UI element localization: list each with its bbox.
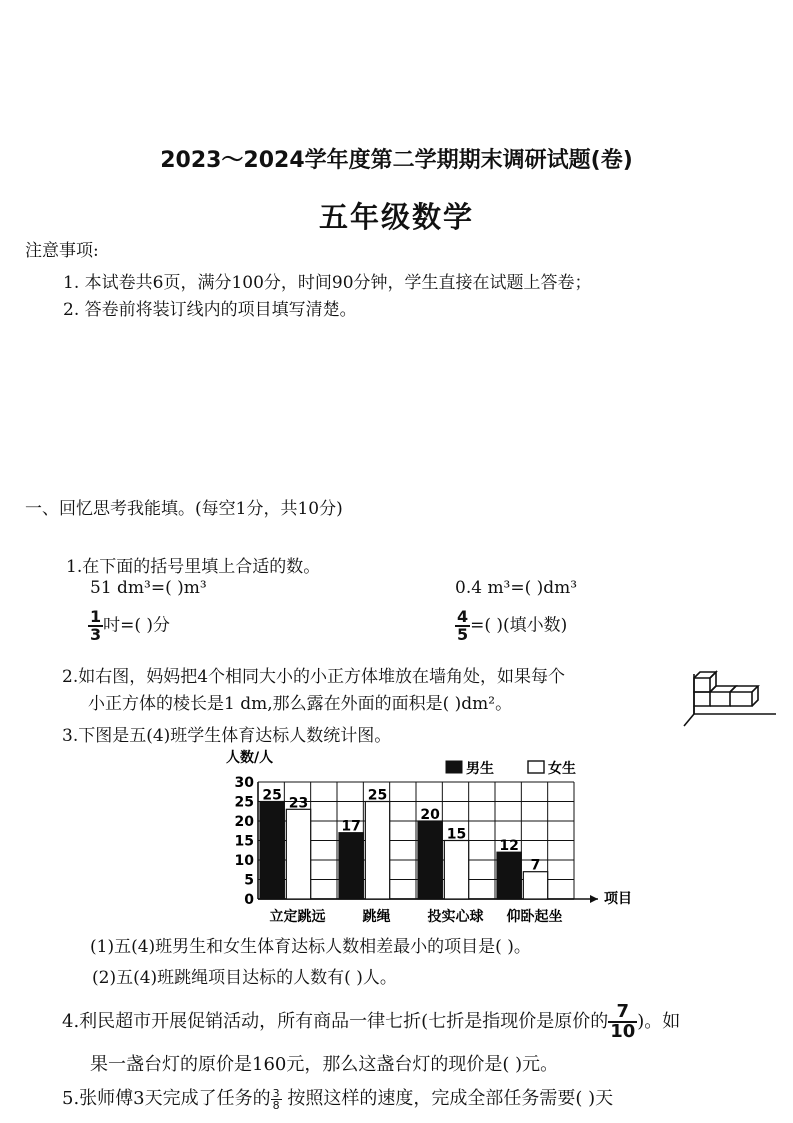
fraction-3-8: $\frac{3}{8}$ [272,1086,280,1112]
legend-label-male: 男生 [466,761,494,777]
notice-item-1: 1. 本试卷共6页，满分100分，时间90分钟，学生直接在试题上答卷； [63,273,592,293]
legend-label-female: 女生 [548,761,576,777]
q3-text: 3.下图是五(4)班学生体育达标人数统计图。 [62,726,392,746]
x-axis-arrow [590,895,598,903]
legend-swatch-female [528,761,544,773]
category-label: 立定跳远 [269,909,326,925]
q1-text: 1.在下面的括号里填上合适的数。 [66,557,321,577]
y-tick-label: 30 [234,775,254,791]
x-axis-label: 项目 [604,891,632,907]
q2-line-2: 小正方体的棱长是1 dm,那么露在外面的面积是( )dm²。 [88,694,513,714]
y-axis-label: 人数/人 [226,750,274,766]
y-tick-label: 15 [234,833,254,850]
q1-item-c: $\frac{1}{3}$ 吋=( )分 [90,607,171,644]
data-label: 12 [499,838,519,855]
y-tick-label: 5 [244,872,254,889]
q1-item-b: 0.4 m³=( )dm³ [455,578,578,598]
bar-female [523,872,547,899]
q3-sub-2: (2)五(4)班跳绳项目达标的人数有( )人。 [92,968,397,988]
q4-line-2: 果一盏台灯的原价是160元，那么这盏台灯的现价是( )元。 [90,1054,559,1075]
notice-heading: 注意事项: [25,241,99,261]
q3-sub-1: (1)五(4)班男生和女生体育达标人数相差最小的项目是( )。 [90,937,531,957]
data-label: 25 [262,787,282,804]
bar-male [497,852,521,899]
page-title: 2023～2024学年度第二学期期末调研试题(卷) [160,148,633,173]
q1-item-d: $\frac{4}{5}$ =( )(填小数) [457,607,568,644]
bar-female [286,809,310,899]
fraction-7-10: $\frac{7}{10}$ [610,1001,636,1042]
bar-male [339,833,363,899]
category-label: 仰卧起坐 [506,909,563,925]
y-tick-label: 25 [234,794,254,811]
subject-title: 五年级数学 [318,200,474,234]
data-label: 25 [367,787,388,804]
legend-swatch-male [446,761,462,773]
q2-line-1: 2.如右图，妈妈把4个相同大小的小正方体堆放在墙角处，如果每个 [62,667,566,687]
bar-male [260,802,284,900]
bar-female [365,802,389,900]
fraction-1-3: $\frac{1}{3}$ [90,607,102,644]
data-label: 15 [446,826,467,843]
category-label: 跳绳 [362,909,391,925]
fraction-4-5: $\frac{4}{5}$ [457,607,469,644]
q4-line-1: 4.利民超市开展促销活动，所有商品一律七折(七折是指现价是原价的 $\frac{7}{10}$ )。如 [62,1001,681,1042]
data-label: 17 [341,818,361,835]
fitness-bar-chart [218,745,648,925]
notice-item-2: 2. 答卷前将装订线内的项目填写清楚。 [63,300,357,320]
q5-text: 5.张师傅3天完成了任务的 $\frac{3}{8}$ 按照这样的速度，完成全部任务需要( )天 [62,1086,614,1112]
bar-female [444,841,468,900]
y-tick-label: 20 [234,814,254,830]
bar-male [418,821,442,899]
section-1-heading: 一、回忆思考我能填。(每空1分，共10分) [25,499,343,519]
y-tick-label: 10 [234,853,254,869]
category-label: 投实心球 [427,909,484,925]
data-label: 23 [288,795,309,812]
data-label: 7 [530,857,541,874]
y-tick-label: 0 [244,892,254,908]
data-label: 20 [420,807,440,823]
cube-stack-figure [680,668,790,732]
q1-item-a: 51 dm³=( )m³ [90,578,207,598]
